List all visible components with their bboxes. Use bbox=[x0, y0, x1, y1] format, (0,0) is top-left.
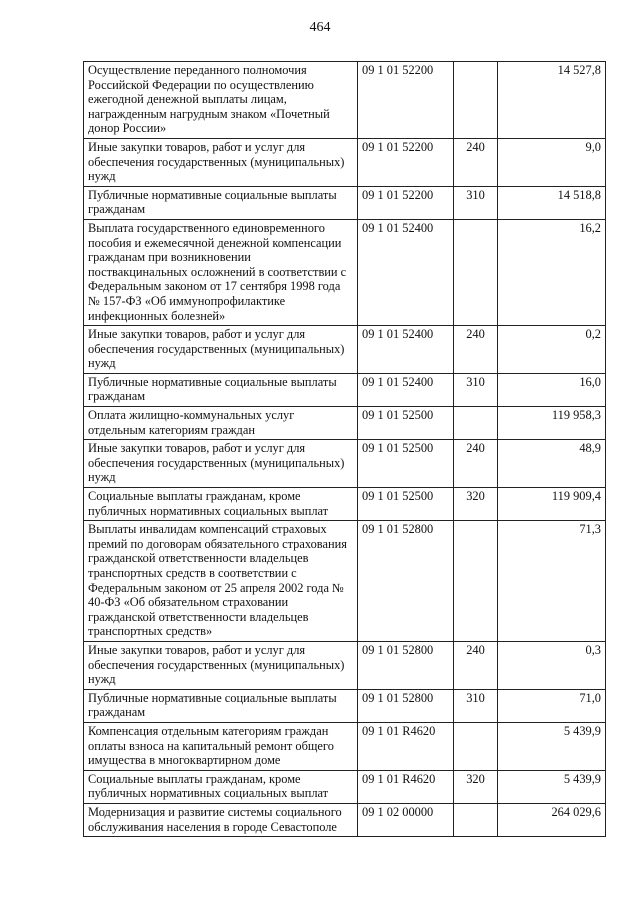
row-code: 09 1 01 52800 bbox=[358, 641, 454, 689]
table-row bbox=[84, 641, 606, 689]
row-code: 09 1 01 52800 bbox=[358, 689, 454, 722]
row-code: 09 1 01 52200 bbox=[358, 62, 454, 139]
row-name: Публичные нормативные социальные выплаты гражданам bbox=[84, 689, 358, 722]
row-code: 09 1 01 52800 bbox=[358, 521, 454, 642]
row-code: 09 1 01 52500 bbox=[358, 488, 454, 521]
row-name: Иные закупки товаров, работ и услуг для обеспечения государственных (муниципальных) нужд bbox=[84, 641, 358, 689]
row-amount: 14 518,8 bbox=[498, 186, 606, 219]
row-name: Иные закупки товаров, работ и услуг для обеспечения государственных (муниципальных) нужд bbox=[84, 326, 358, 374]
budget-table bbox=[83, 61, 606, 837]
row-expense-type bbox=[454, 407, 498, 440]
table-row bbox=[84, 62, 606, 139]
row-name: Публичные нормативные социальные выплаты гражданам bbox=[84, 373, 358, 406]
row-amount: 71,3 bbox=[498, 521, 606, 642]
row-name: Иные закупки товаров, работ и услуг для обеспечения государственных (муниципальных) нужд bbox=[84, 138, 358, 186]
row-code: 09 1 01 R4620 bbox=[358, 722, 454, 770]
row-expense-type: 320 bbox=[454, 770, 498, 803]
row-code: 09 1 01 R4620 bbox=[358, 770, 454, 803]
row-code: 09 1 01 52500 bbox=[358, 440, 454, 488]
table-row bbox=[84, 138, 606, 186]
row-expense-type: 240 bbox=[454, 641, 498, 689]
row-name: Осуществление переданного полномочия Российской Федерации по осуществлению ежегодной денежной выплаты лицам, награжденным нагрудным знаком «Почетный донор России» bbox=[84, 62, 358, 139]
row-name: Компенсация отдельным категориям граждан оплаты взноса на капитальный ремонт общего имущества в многоквартирном доме bbox=[84, 722, 358, 770]
row-name: Выплата государственного единовременного пособия и ежемесячной денежной компенсации гражданам при возникновении поствакцинальных осложнений в соответствии с Федеральным законом от 17 сентября 1998 года № 157-ФЗ «Об иммунопрофилактике инфекционных болезней» bbox=[84, 219, 358, 325]
row-amount: 16,0 bbox=[498, 373, 606, 406]
row-expense-type: 240 bbox=[454, 138, 498, 186]
row-amount: 71,0 bbox=[498, 689, 606, 722]
row-code: 09 1 01 52400 bbox=[358, 326, 454, 374]
table-row bbox=[84, 770, 606, 803]
row-amount: 119 909,4 bbox=[498, 488, 606, 521]
row-code: 09 1 01 52200 bbox=[358, 186, 454, 219]
row-amount: 5 439,9 bbox=[498, 770, 606, 803]
row-expense-type: 240 bbox=[454, 326, 498, 374]
row-name: Публичные нормативные социальные выплаты гражданам bbox=[84, 186, 358, 219]
row-expense-type bbox=[454, 62, 498, 139]
table-row bbox=[84, 407, 606, 440]
row-code: 09 1 01 52400 bbox=[358, 219, 454, 325]
row-amount: 9,0 bbox=[498, 138, 606, 186]
row-name: Социальные выплаты гражданам, кроме публичных нормативных социальных выплат bbox=[84, 770, 358, 803]
row-expense-type: 310 bbox=[454, 373, 498, 406]
budget-table-body bbox=[84, 62, 606, 837]
table-row bbox=[84, 722, 606, 770]
row-expense-type: 320 bbox=[454, 488, 498, 521]
row-code: 09 1 01 52400 bbox=[358, 373, 454, 406]
row-amount: 0,2 bbox=[498, 326, 606, 374]
row-expense-type bbox=[454, 219, 498, 325]
row-amount: 119 958,3 bbox=[498, 407, 606, 440]
row-expense-type: 310 bbox=[454, 186, 498, 219]
row-expense-type bbox=[454, 803, 498, 836]
table-row bbox=[84, 373, 606, 406]
row-name: Модернизация и развитие системы социального обслуживания населения в городе Севастополе bbox=[84, 803, 358, 836]
row-expense-type: 310 bbox=[454, 689, 498, 722]
table-row bbox=[84, 803, 606, 836]
table-row bbox=[84, 219, 606, 325]
row-expense-type: 240 bbox=[454, 440, 498, 488]
row-code: 09 1 01 52500 bbox=[358, 407, 454, 440]
row-amount: 264 029,6 bbox=[498, 803, 606, 836]
table-row bbox=[84, 326, 606, 374]
row-amount: 14 527,8 bbox=[498, 62, 606, 139]
row-name: Иные закупки товаров, работ и услуг для обеспечения государственных (муниципальных) нужд bbox=[84, 440, 358, 488]
table-row bbox=[84, 186, 606, 219]
row-amount: 5 439,9 bbox=[498, 722, 606, 770]
table-row bbox=[84, 521, 606, 642]
row-code: 09 1 02 00000 bbox=[358, 803, 454, 836]
row-name: Выплаты инвалидам компенсаций страховых премий по договорам обязательного страхования гражданской ответственности владельцев транспортных средств в соответствии с Федеральным законом от 25 апреля 2002 года № 40-ФЗ «Об обязательном страховании гражданской ответственности владельцев транспортных средств» bbox=[84, 521, 358, 642]
row-name: Оплата жилищно-коммунальных услуг отдельным категориям граждан bbox=[84, 407, 358, 440]
row-amount: 0,3 bbox=[498, 641, 606, 689]
table-row bbox=[84, 488, 606, 521]
page-number: 464 bbox=[309, 20, 331, 35]
row-name: Социальные выплаты гражданам, кроме публичных нормативных социальных выплат bbox=[84, 488, 358, 521]
row-amount: 48,9 bbox=[498, 440, 606, 488]
row-expense-type bbox=[454, 521, 498, 642]
row-expense-type bbox=[454, 722, 498, 770]
table-row bbox=[84, 440, 606, 488]
row-code: 09 1 01 52200 bbox=[358, 138, 454, 186]
table-row bbox=[84, 689, 606, 722]
row-amount: 16,2 bbox=[498, 219, 606, 325]
